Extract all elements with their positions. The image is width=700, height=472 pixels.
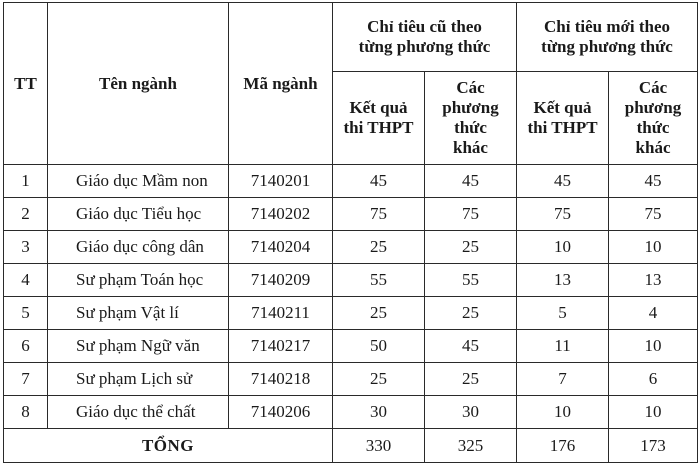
header-cu-cac-phuong-thuc: Các phương thức khác bbox=[425, 72, 517, 165]
header-chi-tieu-cu: Chỉ tiêu cũ theo từng phương thức bbox=[333, 3, 517, 72]
total-moi-thpt: 176 bbox=[517, 429, 609, 463]
cell-tt: 2 bbox=[4, 198, 48, 231]
cell-moi-thpt: 7 bbox=[517, 363, 609, 396]
cell-tt: 7 bbox=[4, 363, 48, 396]
cell-cu-khac: 45 bbox=[425, 330, 517, 363]
cell-ma-nganh: 7140217 bbox=[229, 330, 333, 363]
table-row bbox=[4, 363, 698, 396]
cell-tt: 6 bbox=[4, 330, 48, 363]
cell-ten-nganh: Sư phạm Ngữ văn bbox=[48, 330, 229, 363]
header-cu-ket-qua-thi: Kết quả thi THPT bbox=[333, 72, 425, 165]
cell-moi-khac: 13 bbox=[609, 264, 698, 297]
cell-moi-khac: 10 bbox=[609, 231, 698, 264]
cell-tt: 3 bbox=[4, 231, 48, 264]
total-row bbox=[4, 429, 698, 463]
header-tt: TT bbox=[4, 3, 48, 165]
cell-cu-thpt: 25 bbox=[333, 231, 425, 264]
total-label: TỔNG bbox=[4, 429, 333, 463]
cell-moi-khac: 4 bbox=[609, 297, 698, 330]
table-row bbox=[4, 198, 698, 231]
cell-moi-thpt: 10 bbox=[517, 396, 609, 429]
cell-moi-khac: 45 bbox=[609, 165, 698, 198]
cell-moi-thpt: 45 bbox=[517, 165, 609, 198]
header-moi-ket-qua-thi: Kết quả thi THPT bbox=[517, 72, 609, 165]
cell-moi-thpt: 13 bbox=[517, 264, 609, 297]
cell-ten-nganh: Sư phạm Lịch sử bbox=[48, 363, 229, 396]
total-cu-thpt: 330 bbox=[333, 429, 425, 463]
cell-ma-nganh: 7140201 bbox=[229, 165, 333, 198]
total-moi-khac: 173 bbox=[609, 429, 698, 463]
cell-moi-khac: 6 bbox=[609, 363, 698, 396]
cell-cu-khac: 45 bbox=[425, 165, 517, 198]
header-row-1 bbox=[4, 3, 698, 72]
table-row bbox=[4, 165, 698, 198]
cell-moi-thpt: 10 bbox=[517, 231, 609, 264]
cell-ma-nganh: 7140218 bbox=[229, 363, 333, 396]
cell-moi-khac: 10 bbox=[609, 396, 698, 429]
cell-ma-nganh: 7140211 bbox=[229, 297, 333, 330]
cell-moi-khac: 75 bbox=[609, 198, 698, 231]
cell-ten-nganh: Giáo dục thể chất bbox=[48, 396, 229, 429]
cell-cu-thpt: 45 bbox=[333, 165, 425, 198]
table-row bbox=[4, 264, 698, 297]
header-moi-cac-phuong-thuc: Các phương thức khác bbox=[609, 72, 698, 165]
cell-ma-nganh: 7140209 bbox=[229, 264, 333, 297]
cell-cu-thpt: 55 bbox=[333, 264, 425, 297]
cell-ma-nganh: 7140204 bbox=[229, 231, 333, 264]
cell-cu-thpt: 30 bbox=[333, 396, 425, 429]
cell-tt: 1 bbox=[4, 165, 48, 198]
cell-moi-khac: 10 bbox=[609, 330, 698, 363]
table-row bbox=[4, 396, 698, 429]
cell-cu-khac: 25 bbox=[425, 297, 517, 330]
cell-cu-khac: 30 bbox=[425, 396, 517, 429]
cell-cu-thpt: 25 bbox=[333, 363, 425, 396]
header-chi-tieu-moi: Chỉ tiêu mới theo từng phương thức bbox=[517, 3, 698, 72]
cell-cu-khac: 55 bbox=[425, 264, 517, 297]
cell-cu-thpt: 75 bbox=[333, 198, 425, 231]
cell-cu-khac: 25 bbox=[425, 363, 517, 396]
cell-cu-thpt: 25 bbox=[333, 297, 425, 330]
cell-ten-nganh: Sư phạm Vật lí bbox=[48, 297, 229, 330]
header-ten-nganh: Tên ngành bbox=[48, 3, 229, 165]
cell-tt: 8 bbox=[4, 396, 48, 429]
cell-ten-nganh: Giáo dục công dân bbox=[48, 231, 229, 264]
table-row bbox=[4, 231, 698, 264]
table-row bbox=[4, 297, 698, 330]
cell-ten-nganh: Sư phạm Toán học bbox=[48, 264, 229, 297]
total-cu-khac: 325 bbox=[425, 429, 517, 463]
table-row bbox=[4, 330, 698, 363]
cell-moi-thpt: 5 bbox=[517, 297, 609, 330]
cell-ma-nganh: 7140202 bbox=[229, 198, 333, 231]
cell-moi-thpt: 75 bbox=[517, 198, 609, 231]
cell-ten-nganh: Giáo dục Mầm non bbox=[48, 165, 229, 198]
cell-ten-nganh: Giáo dục Tiểu học bbox=[48, 198, 229, 231]
cell-cu-khac: 75 bbox=[425, 198, 517, 231]
cell-tt: 4 bbox=[4, 264, 48, 297]
cell-cu-khac: 25 bbox=[425, 231, 517, 264]
header-ma-nganh: Mã ngành bbox=[229, 3, 333, 165]
cell-ma-nganh: 7140206 bbox=[229, 396, 333, 429]
cell-cu-thpt: 50 bbox=[333, 330, 425, 363]
cell-tt: 5 bbox=[4, 297, 48, 330]
cell-moi-thpt: 11 bbox=[517, 330, 609, 363]
quota-table bbox=[3, 2, 698, 463]
